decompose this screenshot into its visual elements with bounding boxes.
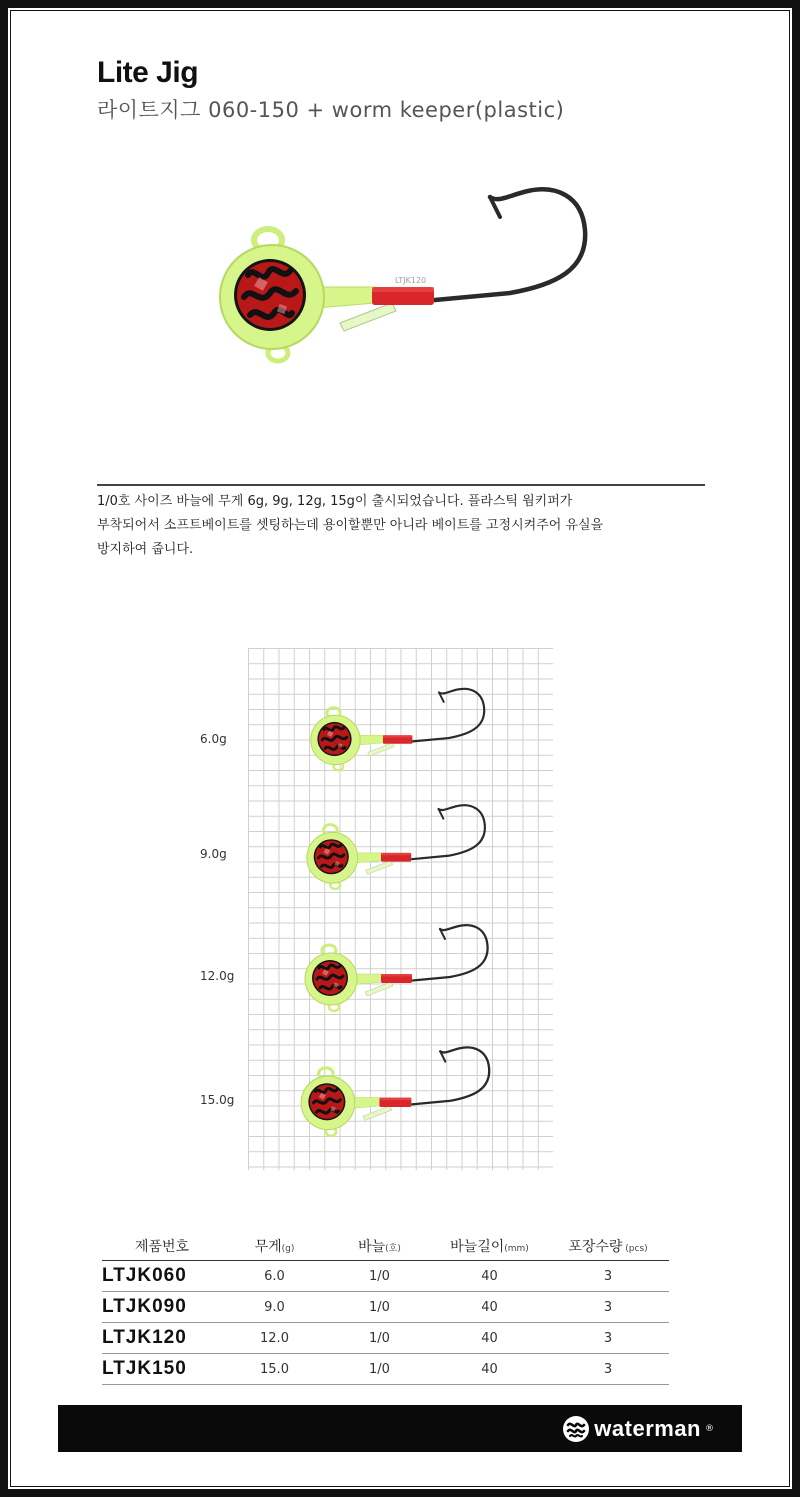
cell-qty: 3 (547, 1261, 669, 1292)
table-row (102, 1292, 669, 1323)
cell-length: 40 (432, 1323, 547, 1354)
cell-length: 40 (432, 1261, 547, 1292)
hero-jig-mark: LTJK120 (395, 276, 427, 285)
jig-15g-image (296, 1040, 502, 1143)
cell-hook: 1/0 (327, 1354, 432, 1385)
brand-registered-mark: ® (705, 1424, 714, 1434)
size-label-12g: 12.0g (200, 969, 235, 983)
cell-qty: 3 (547, 1292, 669, 1323)
header-weight: 무게(g) (222, 1232, 327, 1261)
header-hook: 바늘(호) (327, 1232, 432, 1261)
spec-table-header (102, 1232, 669, 1261)
footer-bar (58, 1405, 742, 1452)
product-title: Lite Jig (97, 56, 199, 89)
size-label-15g: 15.0g (200, 1093, 235, 1107)
spec-table (102, 1232, 669, 1385)
cell-code: LTJK090 (102, 1292, 222, 1323)
brand-emblem-icon (562, 1415, 590, 1443)
cell-hook: 1/0 (327, 1292, 432, 1323)
description-line: 방지하여 줍니다. (97, 542, 194, 557)
header-code: 제품번호 (102, 1232, 222, 1261)
table-row (102, 1323, 669, 1354)
cell-length: 40 (432, 1292, 547, 1323)
size-label-6g: 6.0g (200, 732, 227, 746)
header-length: 바늘길이(mm) (432, 1232, 547, 1261)
brand-logo (562, 1415, 714, 1443)
cell-code: LTJK060 (102, 1261, 222, 1292)
description-line: 부착되어서 소프트베이트를 셋팅하는데 용이할뿐만 아니라 베이트를 고정시켜주어 유실을 (97, 518, 604, 533)
hero-jig-image (210, 175, 610, 375)
table-row (102, 1354, 669, 1385)
header-qty: 포장수량 (pcs) (547, 1232, 669, 1261)
table-row (102, 1261, 669, 1292)
jig-6g-image (306, 682, 496, 777)
cell-weight: 6.0 (222, 1261, 327, 1292)
product-description (97, 490, 707, 562)
cell-qty: 3 (547, 1354, 669, 1385)
cell-weight: 12.0 (222, 1323, 327, 1354)
brand-name: waterman (594, 1416, 701, 1441)
cell-length: 40 (432, 1354, 547, 1385)
description-line: 1/0호 사이즈 바늘에 무게 6g, 9g, 12g, 15g이 출시되었습니다. 플라스틱 웜키퍼가 (97, 494, 573, 509)
cell-hook: 1/0 (327, 1323, 432, 1354)
section-divider (97, 484, 705, 486)
jig-12g-image (300, 918, 500, 1018)
jig-9g-image (302, 798, 497, 896)
cell-weight: 9.0 (222, 1292, 327, 1323)
cell-qty: 3 (547, 1323, 669, 1354)
cell-weight: 15.0 (222, 1354, 327, 1385)
cell-hook: 1/0 (327, 1261, 432, 1292)
product-subtitle: 라이트지그 060-150 + worm keeper(plastic) (97, 98, 565, 122)
cell-code: LTJK150 (102, 1354, 222, 1385)
cell-code: LTJK120 (102, 1323, 222, 1354)
size-label-9g: 9.0g (200, 847, 227, 861)
